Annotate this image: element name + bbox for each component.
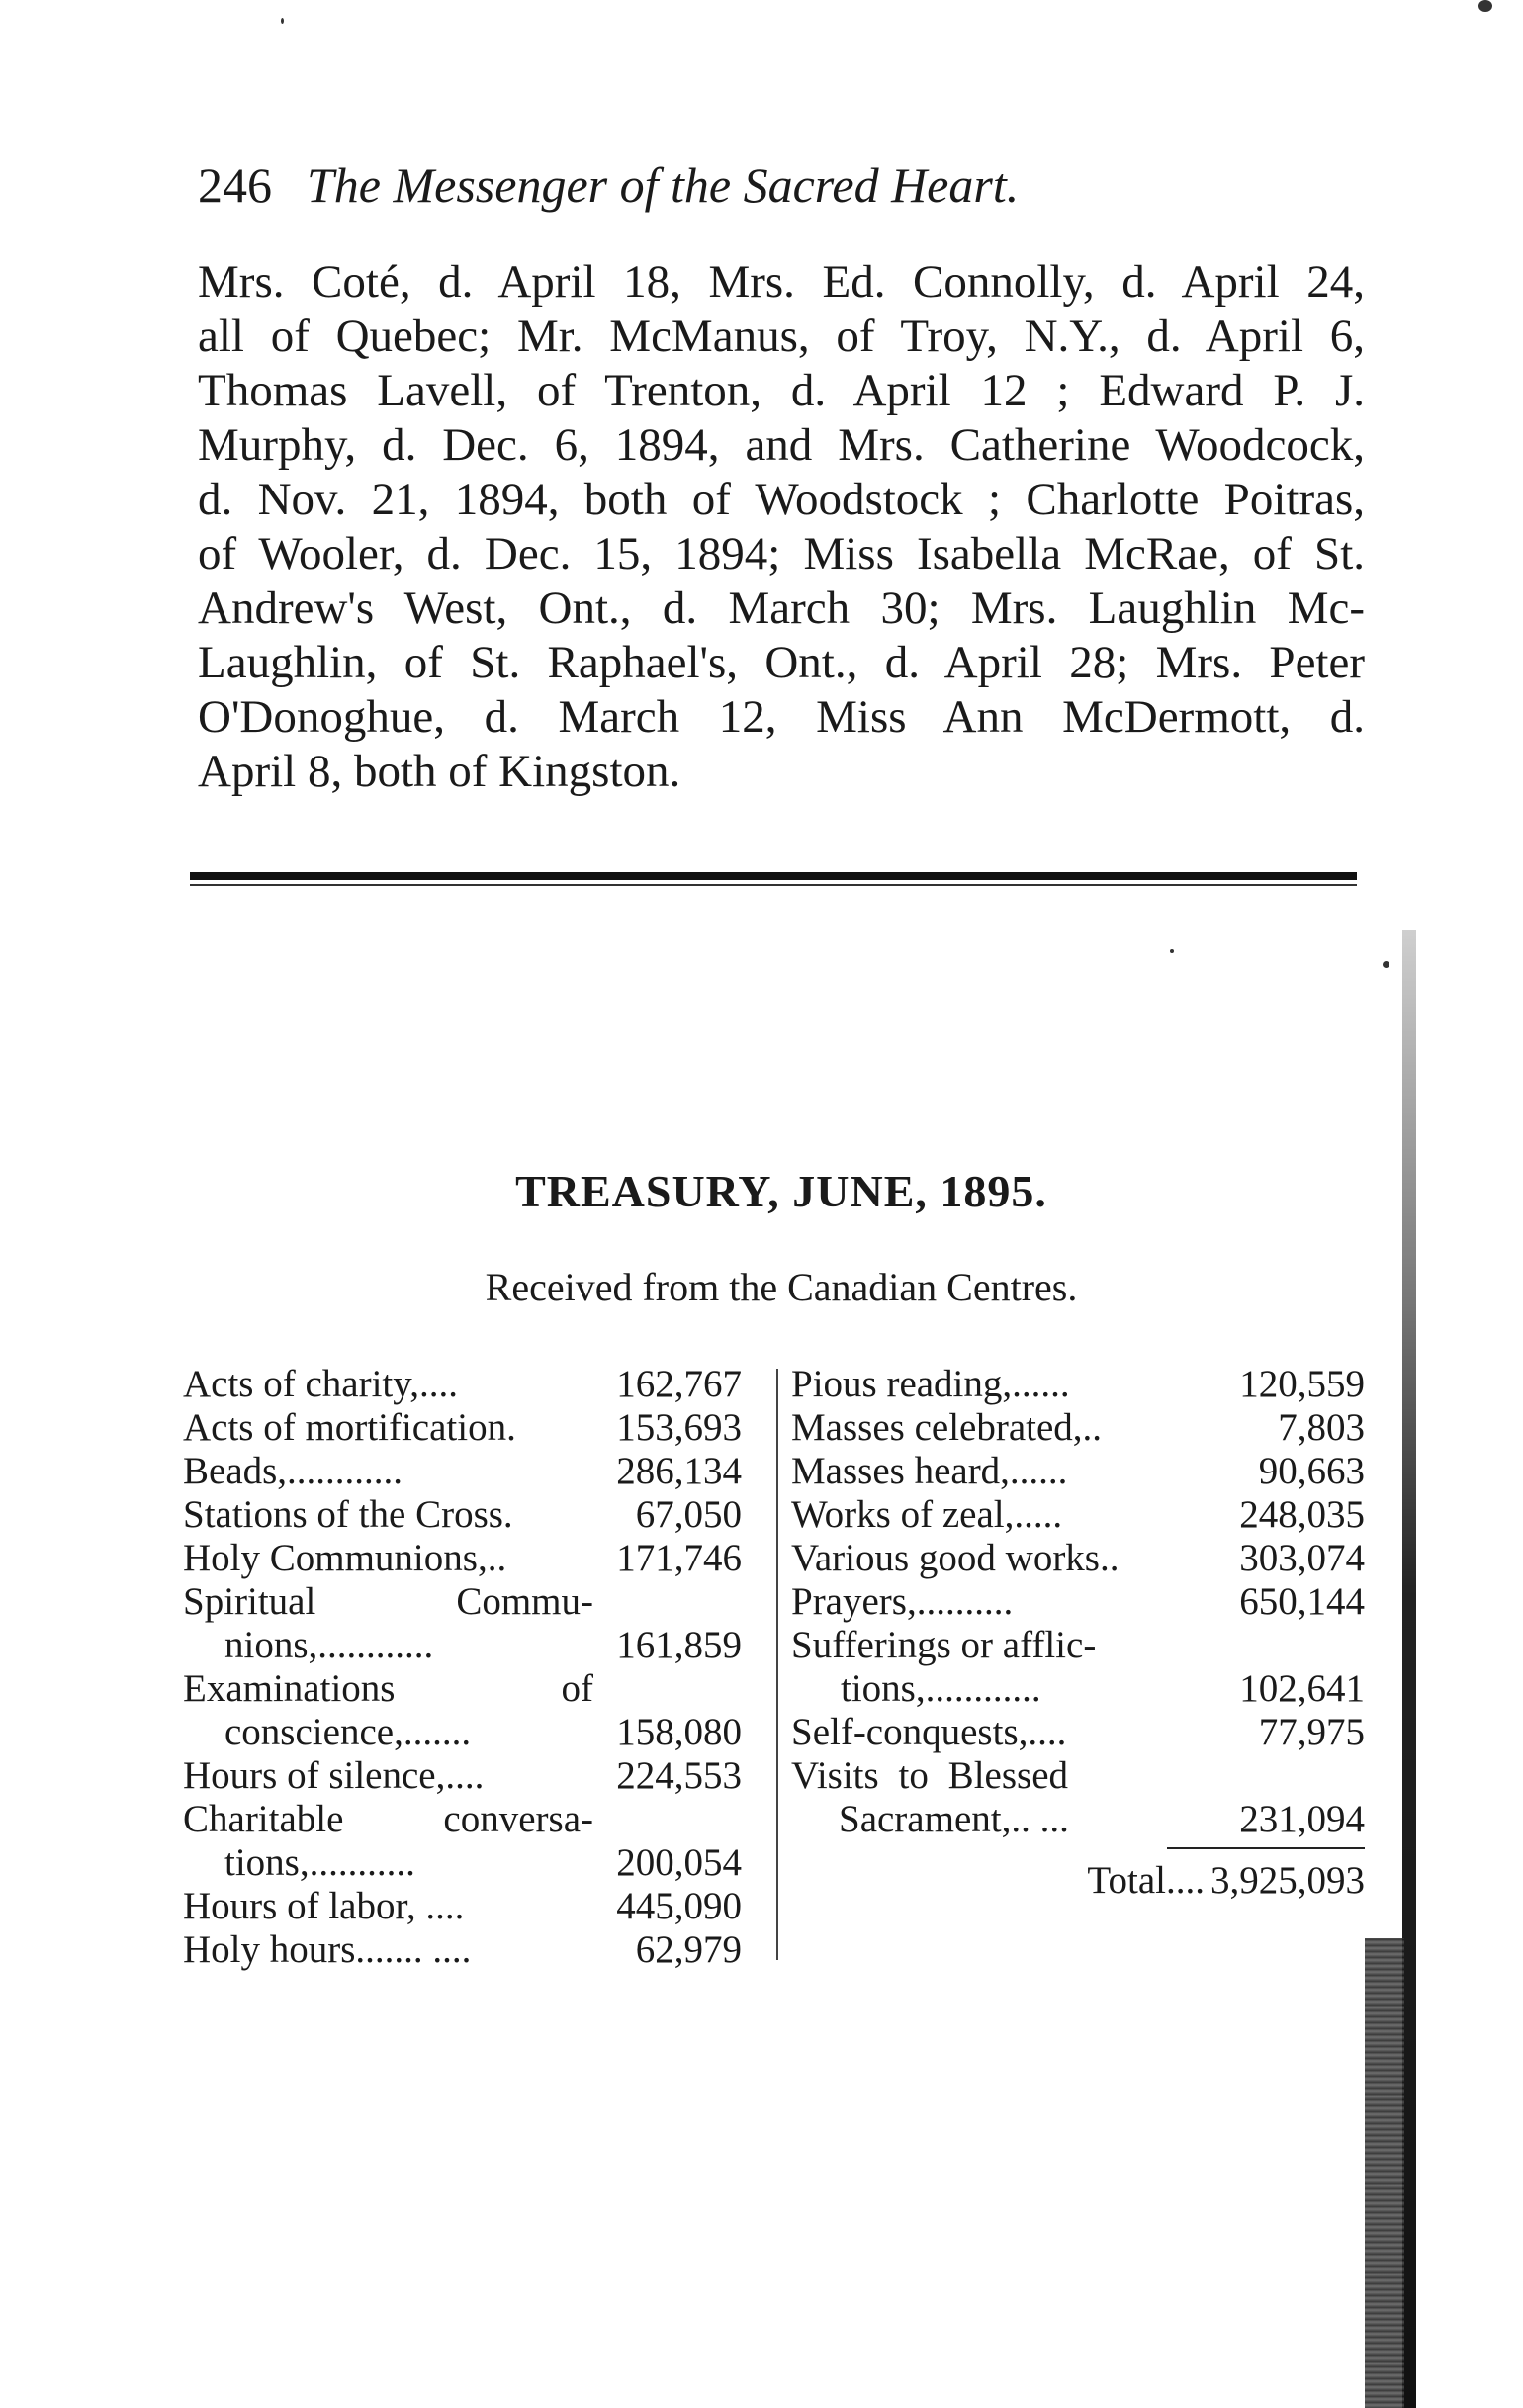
row-label: Charitable conversa- <box>183 1798 593 1840</box>
row-value: 248,035 <box>1239 1493 1365 1536</box>
obituary-paragraph <box>198 255 1365 799</box>
row-value: 158,080 <box>616 1711 742 1753</box>
row-label: Pious reading,...... <box>791 1363 1070 1405</box>
row-value: 445,090 <box>616 1885 742 1927</box>
row-label: Works of zeal,..... <box>791 1493 1063 1536</box>
treasury-row <box>183 1885 742 1928</box>
obituary-line: O'Donoghue, d. March 12, Miss Ann McDermott, d. <box>198 691 1365 743</box>
row-value: 120,559 <box>1239 1363 1365 1405</box>
row-label: Stations of the Cross. <box>183 1493 513 1536</box>
row-label: Spiritual Commu- <box>183 1580 593 1623</box>
obituary-line: April 8, both of Kingston. <box>198 746 681 797</box>
row-label: nions,............ <box>224 1624 434 1666</box>
row-label: conscience,....... <box>224 1711 472 1753</box>
treasury-row <box>791 1450 1365 1493</box>
treasury-right-column <box>791 1363 1365 1903</box>
treasury-row <box>183 1493 742 1537</box>
treasury-row <box>791 1537 1365 1580</box>
treasury-row <box>791 1754 1365 1798</box>
treasury-row <box>183 1406 742 1450</box>
row-label: Beads,............ <box>183 1450 403 1492</box>
treasury-title: TREASURY, JUNE, 1895. <box>515 1166 1047 1216</box>
row-value: 67,050 <box>635 1493 742 1536</box>
total-rule <box>1167 1847 1365 1849</box>
treasury-left-column <box>183 1363 742 1972</box>
treasury-row <box>791 1493 1365 1537</box>
row-value: 286,134 <box>616 1450 742 1492</box>
treasury-row <box>183 1928 742 1972</box>
treasury-row <box>791 1711 1365 1754</box>
obituary-line: Murphy, d. Dec. 6, 1894, and Mrs. Catherine Woodcock, <box>198 419 1365 471</box>
row-label: Visits to Blessed <box>791 1754 1068 1797</box>
treasury-row <box>183 1537 742 1580</box>
row-value: 7,803 <box>1278 1406 1365 1449</box>
treasury-row <box>183 1841 742 1885</box>
journal-title: The Messenger of the Sacred Heart. <box>307 157 1020 213</box>
treasury-subtitle: Received from the Canadian Centres. <box>485 1265 1078 1309</box>
treasury-total-row <box>791 1859 1365 1903</box>
obituary-line: of Wooler, d. Dec. 15, 1894; Miss Isabella McRae, of St. <box>198 528 1365 580</box>
treasury-row <box>791 1667 1365 1711</box>
row-label: Acts of mortification. <box>183 1406 516 1449</box>
row-label: Examinations of <box>183 1667 593 1710</box>
page-edge-scan-artifact <box>1365 1938 1404 2408</box>
column-divider <box>776 1369 778 1960</box>
section-divider-thin-rule <box>190 884 1357 886</box>
row-label: Self-conquests,.... <box>791 1711 1067 1753</box>
row-label: Holy Communions,.. <box>183 1537 507 1579</box>
treasury-row <box>791 1406 1365 1450</box>
treasury-row <box>791 1580 1365 1624</box>
row-label: tions,........... <box>224 1841 415 1884</box>
row-label: Sufferings or afflic- <box>791 1624 1097 1666</box>
row-label: Holy hours....... .... <box>183 1928 472 1971</box>
row-value: 102,641 <box>1239 1667 1365 1710</box>
row-label: tions,............ <box>841 1667 1041 1710</box>
row-value: 231,094 <box>1239 1798 1365 1840</box>
obituary-line: Thomas Lavell, of Trenton, d. April 12 ; Edward P. J. <box>198 365 1365 416</box>
obituary-line: all of Quebec; Mr. McManus, of Troy, N.Y., d. April 6, <box>198 311 1365 362</box>
treasury-row <box>183 1450 742 1493</box>
row-value: 200,054 <box>616 1841 742 1884</box>
row-label: Masses celebrated,.. <box>791 1406 1103 1449</box>
obituary-line: d. Nov. 21, 1894, both of Woodstock ; Charlotte Poitras, <box>198 474 1365 525</box>
row-value: 303,074 <box>1239 1537 1365 1579</box>
row-label: Hours of labor, .... <box>183 1885 465 1927</box>
row-label: Prayers,.......... <box>791 1580 1014 1623</box>
row-label: Various good works.. <box>791 1537 1120 1579</box>
row-value: 161,859 <box>616 1624 742 1666</box>
page-number: 246 <box>198 157 272 213</box>
row-label: Acts of charity,.... <box>183 1363 458 1405</box>
obituary-line: Mrs. Coté, d. April 18, Mrs. Ed. Connolly, d. April 24, <box>198 256 1365 308</box>
row-value: 171,746 <box>616 1537 742 1579</box>
scan-speck <box>1478 0 1492 12</box>
row-value: 62,979 <box>635 1928 742 1971</box>
running-head <box>198 156 1365 214</box>
treasury-row <box>183 1798 742 1841</box>
treasury-row <box>791 1624 1365 1667</box>
treasury-row <box>183 1580 742 1624</box>
row-value: 90,663 <box>1258 1450 1365 1492</box>
scan-speck <box>1383 961 1389 968</box>
row-value: 224,553 <box>616 1754 742 1797</box>
treasury-row <box>183 1711 742 1754</box>
section-divider-rule <box>190 872 1357 880</box>
treasury-row <box>183 1667 742 1711</box>
treasury-row <box>183 1624 742 1667</box>
treasury-row <box>183 1363 742 1406</box>
scan-speck <box>281 18 284 24</box>
scan-speck <box>1170 949 1174 953</box>
row-value: 162,767 <box>616 1363 742 1405</box>
page-edge-shadow <box>1402 930 1416 2408</box>
obituary-line: Laughlin, of St. Raphael's, Ont., d. April 28; Mrs. Peter <box>198 637 1365 688</box>
treasury-row <box>791 1363 1365 1406</box>
row-label: Sacrament,.. ... <box>839 1798 1069 1840</box>
row-label: Masses heard,...... <box>791 1450 1068 1492</box>
obituary-line: Andrew's West, Ont., d. March 30; Mrs. Laughlin Mc- <box>198 582 1365 634</box>
total-label: Total.... <box>1087 1859 1205 1902</box>
row-value: 650,144 <box>1239 1580 1365 1623</box>
row-value: 153,693 <box>616 1406 742 1449</box>
total-value: 3,925,093 <box>1210 1859 1365 1902</box>
treasury-row <box>183 1754 742 1798</box>
row-value: 77,975 <box>1258 1711 1365 1753</box>
row-label: Hours of silence,.... <box>183 1754 485 1797</box>
treasury-row <box>791 1798 1365 1841</box>
